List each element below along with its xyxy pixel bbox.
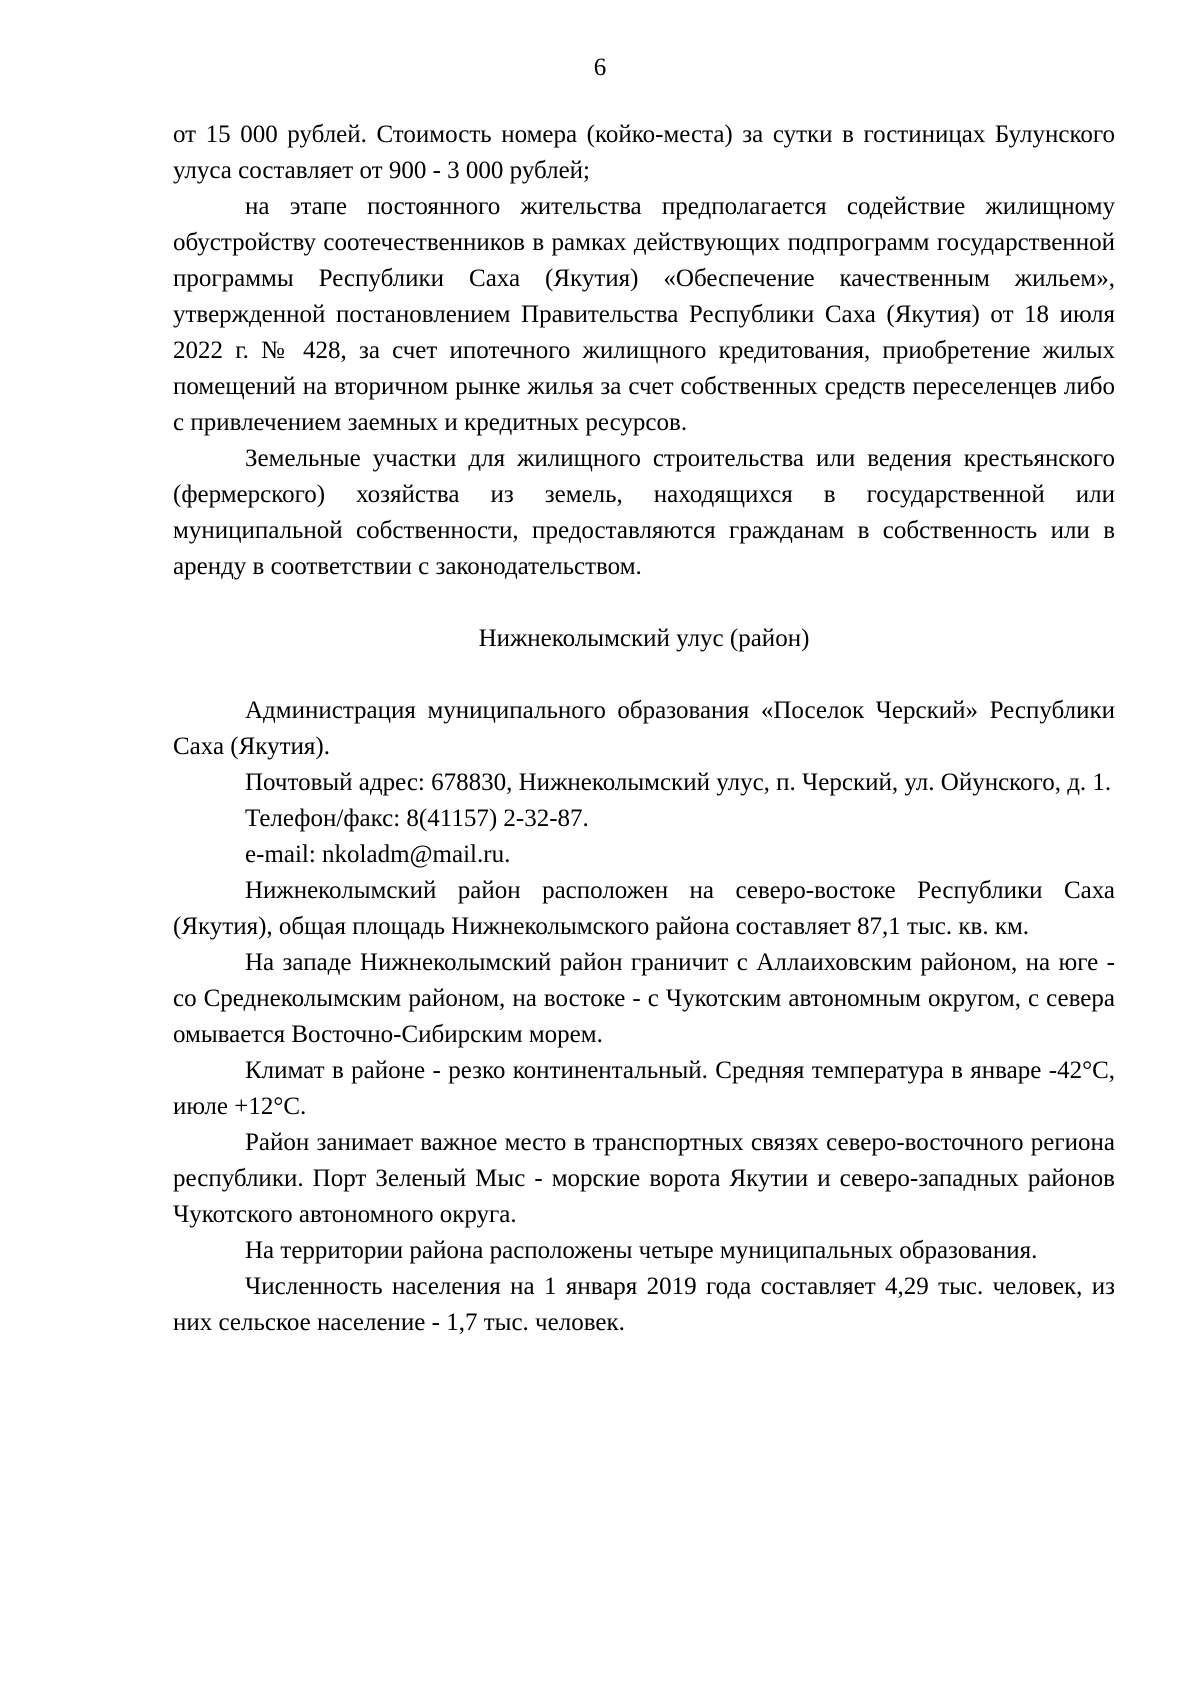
paragraph-phone-fax: Телефон/факс: 8(41157) 2-32-87.: [245, 805, 589, 832]
paragraph-hotel-cost: от 15 000 рублей. Стоимость номера (койко-места) за сутки в гостиницах Булунского улуса составляет от 900 - 3 000 рублей;: [173, 121, 1115, 184]
paragraph-postal-address: Почтовый адрес: 678830, Нижнеколымский улус, п. Черский, ул. Ойунского, д. 1.: [245, 769, 1112, 796]
paragraph-municipalities: На территории района расположены четыре муниципальных образования.: [245, 1237, 1038, 1264]
paragraph-administration: Администрация муниципального образования «Поселок Черский» Республики Саха (Якутия).: [173, 697, 1115, 760]
document-body: [173, 117, 1115, 1341]
paragraph-permanent-residence: на этапе постоянного жительства предполагается содействие жилищному обустройству соотечественников в рамках действующих подпрограмм государственной программы Республики Саха (Якутия) «Обеспечение качественным жильем», утвержденной постановлением Правительства Республики Саха (Якутия) от 18 июля 2022 г. № 428, за счет ипотечного жилищного кредитования, приобретение жилых помещений на вторичном рынке жилья за счет собственных средств переселенцев либо с привлечением заемных и кредитных ресурсов.: [173, 193, 1115, 436]
paragraph-land-plots: Земельные участки для жилищного строительства или ведения крестьянского (фермерского) хозяйства из земель, находящихся в государственной или муниципальной собственности, предоставляются гражданам в собственность или в аренду в соответствии с законодательством.: [173, 445, 1115, 580]
paragraph-population: Численность населения на 1 января 2019 года составляет 4,29 тыс. человек, из них сельское население - 1,7 тыс. человек.: [173, 1273, 1115, 1336]
paragraph-climate: Климат в районе - резко континентальный. Средняя температура в январе -42°С, июле +12°С.: [173, 1057, 1115, 1120]
page-number: 6: [593, 54, 607, 81]
section-heading: Нижнеколымский улус (район): [478, 625, 810, 652]
paragraph-location: Нижнеколымский район расположен на северо-востоке Республики Саха (Якутия), общая площадь Нижнеколымского района составляет 87,1 тыс. кв. км.: [173, 877, 1115, 940]
paragraph-transport: Район занимает важное место в транспортных связях северо-восточного региона республики. Порт Зеленый Мыс - морские ворота Якутии и северо-западных районов Чукотского автономного округа.: [173, 1129, 1115, 1228]
paragraph-email: e-mail: nkoladm@mail.ru.: [245, 841, 511, 868]
paragraph-borders: На западе Нижнеколымский район граничит с Аллаиховским районом, на юге - со Среднеколымским районом, на востоке - с Чукотским автономным округом, с севера омывается Восточно-Сибирским морем.: [173, 949, 1115, 1048]
